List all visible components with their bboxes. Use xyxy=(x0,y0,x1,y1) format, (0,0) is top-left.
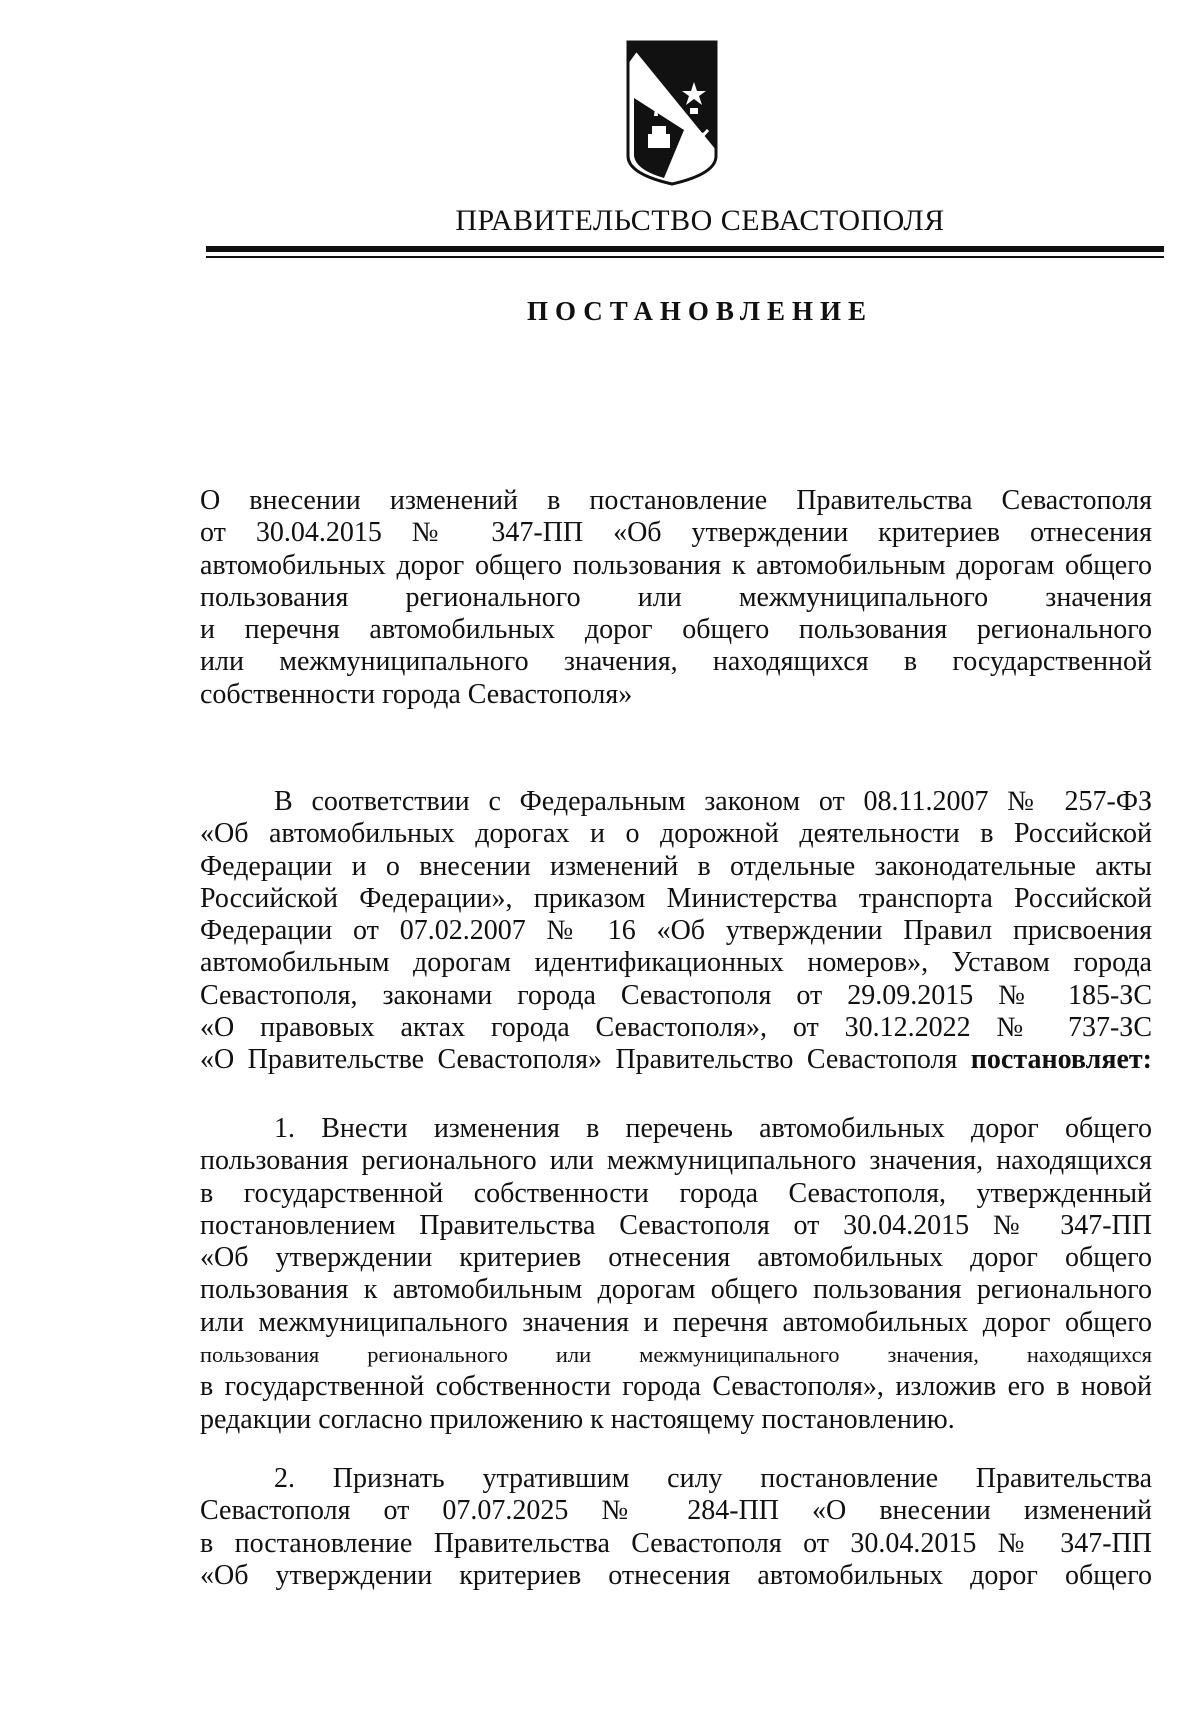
subject-line: О внесении изменений в постановление Правительства Севастополя xyxy=(200,485,1152,516)
subject-line: автомобильных дорог общего пользования к автомобильным дорогам общего xyxy=(200,549,1152,581)
item2-line: в постановление Правительства Севастополя от 30.04.2015 № 347-ПП xyxy=(200,1527,1152,1559)
item1-line: в государственной собственности города Севастополя», изложив его в новой xyxy=(200,1371,1152,1403)
resolves-word: постановляет: xyxy=(970,1044,1153,1076)
item1-line: пользования регионального или межмуниципального значения, находящихся xyxy=(200,1145,1152,1177)
item2-line: Севастополя от 07.07.2025 № 284-ПП «О внесении изменений xyxy=(200,1495,1152,1527)
subject-line: от 30.04.2015 № 347-ПП «Об утверждении критериев отнесения xyxy=(200,517,1152,549)
item2-line: 2. Признать утратившим силу постановление Правительства xyxy=(274,1463,1152,1494)
document-subject xyxy=(200,485,1152,711)
government-title: ПРАВИТЕЛЬСТВО СЕВАСТОПОЛЯ xyxy=(455,204,945,237)
item-2-paragraph xyxy=(200,1463,1152,1592)
basis-line: В соответствии с Федеральным законом от 08.11.2007 № 257-ФЗ xyxy=(274,786,1152,817)
item1-line: 1. Внести изменения в перечень автомобильных дорог общего xyxy=(274,1113,1152,1144)
item1-line: или межмуниципального значения и перечня автомобильных дорог общего xyxy=(200,1306,1152,1338)
subject-line: пользования регионального или межмуниципального значения xyxy=(200,581,1152,613)
item1-line: пользования регионального или межмуниципального значения, находящихся xyxy=(200,1342,1152,1368)
subject-line: или межмуниципального значения, находящихся в государственной xyxy=(200,646,1152,678)
sevastopol-coat-of-arms-icon xyxy=(624,38,720,188)
item1-line: постановлением Правительства Севастополя от 30.04.2015 № 347-ПП xyxy=(200,1209,1152,1241)
item1-line: пользования к автомобильным дорогам общего пользования регионального xyxy=(200,1274,1152,1306)
basis-last-line xyxy=(200,1044,1152,1076)
header-rule-thick xyxy=(206,246,1164,252)
subject-line: и перечня автомобильных дорог общего пользования регионального xyxy=(200,614,1152,646)
basis-line: «Об автомобильных дорогах и о дорожной деятельности в Российской xyxy=(200,818,1152,850)
item1-line: редакции согласно приложению к настоящему постановлению. xyxy=(200,1403,955,1435)
document-type: ПОСТАНОВЛЕНИЕ xyxy=(526,296,874,326)
item2-line: «Об утверждении критериев отнесения автомобильных дорог общего xyxy=(200,1559,1152,1591)
subject-line: собственности города Севастополя» xyxy=(200,678,633,710)
header-rule-thin xyxy=(206,256,1164,258)
item1-line: в государственной собственности города Севастополя, утвержденный xyxy=(200,1177,1152,1209)
item1-line: «Об утверждении критериев отнесения автомобильных дорог общего xyxy=(200,1242,1152,1274)
basis-last-text: «О Правительстве Севастополя» Правительство Севастополя xyxy=(200,1044,958,1076)
item-1-paragraph xyxy=(200,1113,1152,1436)
basis-line: Российской Федерации», приказом Министерства транспорта Российской xyxy=(200,882,1152,914)
basis-line: Федерации от 07.02.2007 № 16 «Об утверждении Правил присвоения xyxy=(200,915,1152,947)
basis-line: Севастополя, законами города Севастополя от 29.09.2015 № 185-ЗС xyxy=(200,979,1152,1011)
basis-line: автомобильным дорогам идентификационных номеров», Уставом города xyxy=(200,947,1152,979)
basis-line: «О правовых актах города Севастополя», от 30.12.2022 № 737-ЗС xyxy=(200,1012,1152,1044)
basis-line: Федерации и о внесении изменений в отдельные законодательные акты xyxy=(200,850,1152,882)
legal-basis-paragraph xyxy=(200,786,1152,1077)
